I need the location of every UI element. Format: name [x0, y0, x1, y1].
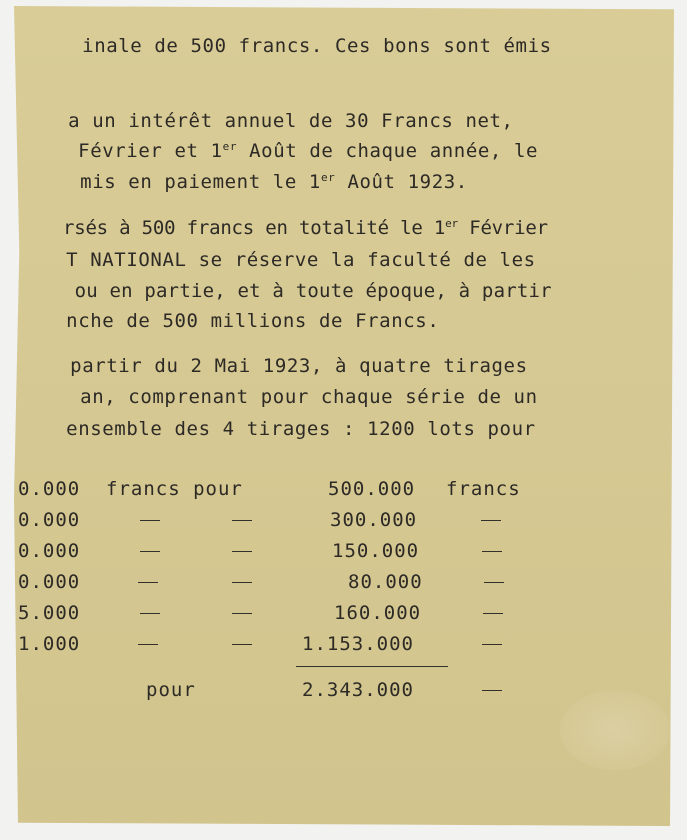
sum-rule [296, 666, 448, 667]
ditto-dash [482, 551, 502, 552]
ditto-dash [481, 520, 501, 521]
text-line-7: ou en partie, et à toute époque, à partir [74, 280, 552, 302]
text-line-6: T NATIONAL se réserve la faculté de les [66, 249, 536, 271]
ditto-dash [482, 690, 502, 691]
ditto-dash [138, 582, 158, 583]
ditto-dash [232, 520, 252, 521]
ditto-dash [232, 582, 252, 583]
ditto-dash [138, 644, 158, 645]
ditto-dash [484, 582, 504, 583]
text-line-2: a un intérêt annuel de 30 Francs net, [68, 110, 514, 132]
text-line-1: inale de 500 francs. Ces bons sont émis [82, 35, 552, 57]
row-amount: 5.000 [18, 602, 81, 624]
table-header-unit: francs [446, 478, 521, 500]
text-line-9: partir du 2 Mai 1923, à quatre tirages [70, 355, 528, 377]
row-total: 160.000 [334, 602, 422, 624]
table-header-total: 500.000 [328, 478, 416, 500]
table-header-amount: 0.000 [18, 478, 81, 500]
ditto-dash [140, 613, 160, 614]
ditto-dash [483, 613, 503, 614]
table-header-word: francs pour [106, 478, 243, 500]
row-amount: 0.000 [18, 509, 81, 531]
ditto-dash [232, 644, 252, 645]
sum-label: pour [146, 679, 196, 701]
ditto-dash [140, 520, 160, 521]
text-line-10: an, comprenant pour chaque série de un [80, 386, 538, 408]
text-line-4-content: mis en paiement le 1er Août 1923. [80, 171, 468, 193]
row-amount: 0.000 [18, 571, 81, 593]
row-amount: 1.000 [18, 633, 81, 655]
text-line-3-content: Février et 1er Août de chaque année, le [78, 140, 539, 162]
text-line-8: nche de 500 millions de Francs. [66, 310, 440, 332]
sum-total: 2.343.000 [302, 679, 414, 701]
row-total: 1.153.000 [302, 633, 414, 655]
row-total: 80.000 [348, 571, 423, 593]
text-line-5-content: rsés à 500 francs en totalité le 1er Février [62, 217, 548, 239]
row-total: 300.000 [330, 509, 418, 531]
ditto-dash [232, 551, 252, 552]
row-amount: 0.000 [18, 540, 81, 562]
ditto-dash [482, 644, 502, 645]
row-total: 150.000 [332, 540, 420, 562]
text-line-11: ensemble des 4 tirages : 1200 lots pour [66, 418, 536, 440]
ditto-dash [140, 551, 160, 552]
ditto-dash [232, 613, 252, 614]
